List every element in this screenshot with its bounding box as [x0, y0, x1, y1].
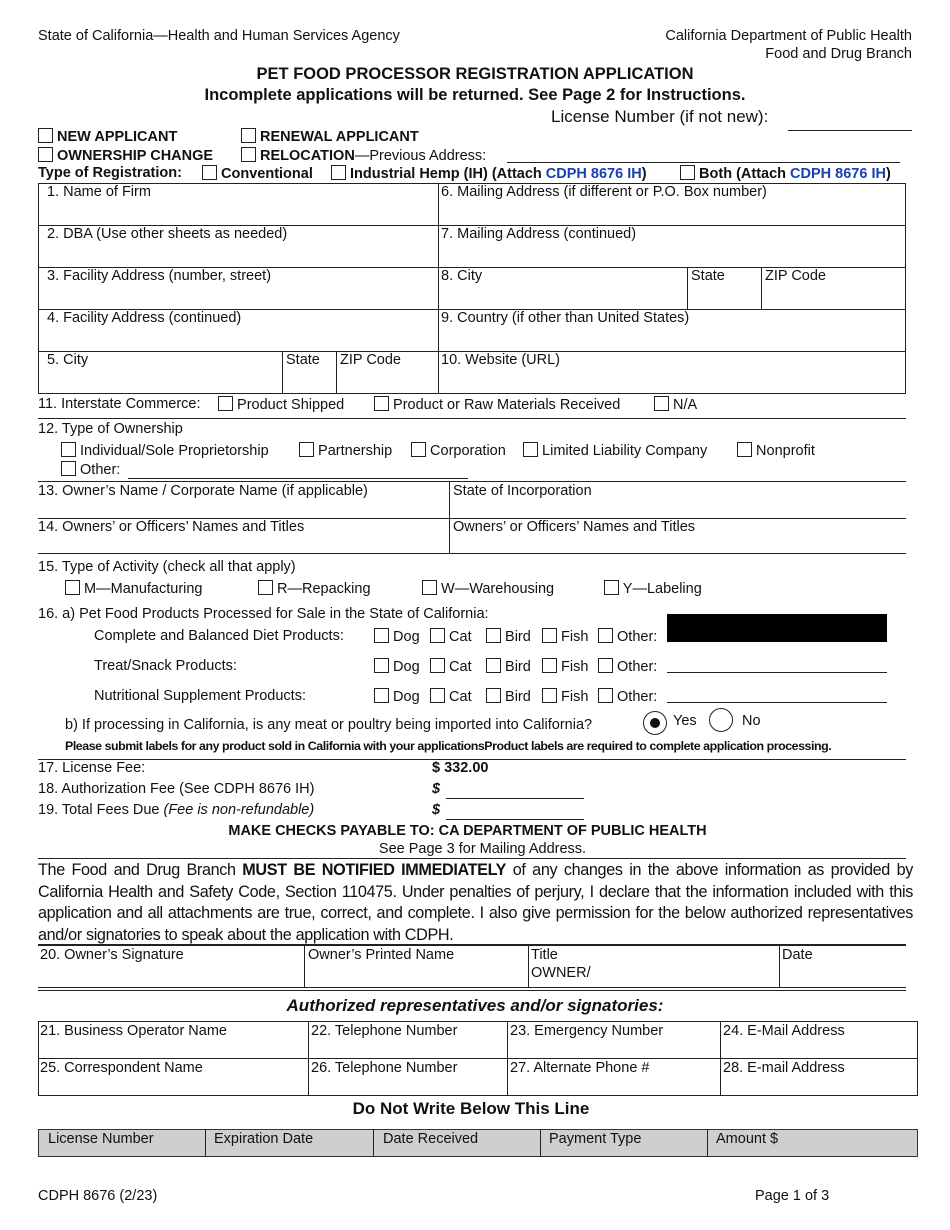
ownership-other-field[interactable] — [128, 478, 468, 479]
other-label: Other: — [617, 659, 658, 675]
form-title: PET FOOD PROCESSOR REGISTRATION APPLICATION — [256, 65, 694, 83]
product-received-option[interactable] — [374, 396, 620, 413]
conventional-checkbox[interactable] — [202, 165, 217, 180]
repacking-label: R—Repacking — [277, 581, 371, 597]
supplement-dog-checkbox[interactable] — [374, 688, 389, 703]
nonprofit-checkbox[interactable] — [737, 442, 752, 457]
partnership-checkbox[interactable] — [299, 442, 314, 457]
supplement-dog-option[interactable] — [374, 688, 420, 705]
treat-cat-option[interactable] — [430, 658, 472, 675]
treat-bird-option[interactable] — [486, 658, 531, 675]
renewal-applicant-checkbox[interactable] — [241, 128, 256, 143]
partnership-label: Partnership — [318, 443, 393, 459]
diet-cat-checkbox[interactable] — [430, 628, 445, 643]
facility-zip-field[interactable]: ZIP Code — [340, 352, 401, 368]
officers-names-field[interactable]: 14. Owners’ or Officers’ Names and Titles — [38, 519, 305, 535]
labeling-label: Y—Labeling — [622, 581, 702, 597]
warehousing-option[interactable] — [422, 580, 554, 597]
license-number-label: License Number (if not new): — [551, 107, 769, 126]
manufacturing-checkbox[interactable] — [65, 580, 80, 595]
office-expiration-date: Expiration Date — [214, 1131, 314, 1147]
cat-label: Cat — [449, 689, 472, 705]
total-fees-label: 19. Total Fees Due — [38, 802, 164, 818]
signature-date-field[interactable]: Date — [782, 947, 813, 963]
diet-bird-checkbox[interactable] — [486, 628, 501, 643]
website-field[interactable]: 10. Website (URL) — [441, 352, 560, 368]
supplement-cat-checkbox[interactable] — [430, 688, 445, 703]
manufacturing-option[interactable] — [65, 580, 203, 597]
commerce-na-label: N/A — [673, 397, 698, 413]
fish-label: Fish — [561, 689, 589, 705]
office-license-number: License Number — [48, 1131, 154, 1147]
title-field-value[interactable]: OWNER/ — [531, 965, 591, 981]
declaration-text — [38, 860, 913, 946]
conventional-option[interactable] — [202, 165, 313, 182]
dog-label: Dog — [393, 659, 420, 675]
diet-fish-option[interactable] — [542, 628, 588, 645]
diet-bird-option[interactable] — [486, 628, 531, 645]
ownership-other-checkbox[interactable] — [61, 461, 76, 476]
diet-other-option[interactable] — [598, 628, 657, 645]
agency-right-2: Food and Drug Branch — [765, 46, 912, 62]
ownership-change-checkbox[interactable] — [38, 147, 53, 162]
previous-address-label: —Previous Address: — [354, 148, 487, 164]
correspondent-email-field[interactable]: 28. E-mail Address — [723, 1060, 845, 1076]
declaration-bold: MUST BE NOTIFIED IMMEDIATELY — [242, 861, 507, 879]
ownership-other-option[interactable] — [61, 461, 120, 478]
supplement-other-option[interactable] — [598, 688, 657, 705]
title-label: Title — [531, 947, 558, 963]
authorization-fee-dollar: $ — [432, 781, 441, 797]
diet-cat-option[interactable] — [430, 628, 472, 645]
product-received-checkbox[interactable] — [374, 396, 389, 411]
new-applicant-option[interactable] — [38, 128, 177, 145]
business-operator-field[interactable]: 21. Business Operator Name — [40, 1023, 227, 1039]
operator-phone-field[interactable]: 22. Telephone Number — [311, 1023, 458, 1039]
total-fees-field[interactable] — [446, 819, 584, 820]
hemp-label: Industrial Hemp (IH) (Attach — [350, 166, 546, 182]
meat-import-no-radio[interactable] — [709, 708, 733, 732]
mailing-address-note: See Page 3 for Mailing Address. — [378, 841, 587, 857]
both-option[interactable] — [680, 165, 891, 182]
supplement-other-checkbox[interactable] — [598, 688, 613, 703]
agency-right-1: California Department of Public Health — [665, 28, 912, 44]
product-row-name: Complete and Balanced Diet Products: — [94, 628, 344, 644]
facility-state-field[interactable]: State — [286, 352, 320, 368]
product-shipped-label: Product Shipped — [237, 397, 345, 413]
repacking-checkbox[interactable] — [258, 580, 273, 595]
llc-checkbox[interactable] — [523, 442, 538, 457]
both-checkbox[interactable] — [680, 165, 695, 180]
license-fee-amount: $ 332.00 — [432, 760, 489, 776]
bird-label: Bird — [505, 689, 531, 705]
relocation-checkbox[interactable] — [241, 147, 256, 162]
dba-field[interactable]: 2. DBA (Use other sheets as needed) — [47, 226, 288, 242]
treat-cat-checkbox[interactable] — [430, 658, 445, 673]
registration-type-label: Type of Registration: — [38, 165, 182, 181]
treat-bird-checkbox[interactable] — [486, 658, 501, 673]
form-id: CDPH 8676 (2/23) — [38, 1188, 158, 1204]
ownership-other-label: Other: — [80, 462, 121, 478]
alternate-phone-field[interactable]: 27. Alternate Phone # — [510, 1060, 650, 1076]
bird-label: Bird — [505, 659, 531, 675]
both-label-close: ) — [885, 166, 891, 182]
agency-left: State of California—Health and Human Services Agency — [38, 28, 400, 44]
llc-option[interactable] — [523, 442, 707, 459]
meat-import-no-label: No — [742, 713, 761, 729]
supplement-bird-option[interactable] — [486, 688, 531, 705]
both-form-link[interactable]: CDPH 8676 IH — [790, 166, 886, 182]
renewal-applicant-option[interactable] — [241, 128, 419, 145]
diet-fish-checkbox[interactable] — [542, 628, 557, 643]
mailing-address-cont-field[interactable]: 7. Mailing Address (continued) — [441, 226, 637, 242]
renewal-applicant-label: RENEWAL APPLICANT — [260, 129, 419, 145]
correspondent-name-field[interactable]: 25. Correspondent Name — [40, 1060, 203, 1076]
new-applicant-label: NEW APPLICANT — [57, 129, 178, 145]
relocation-label: RELOCATION — [260, 148, 355, 164]
meat-import-yes-radio[interactable] — [643, 711, 667, 735]
license-number-field[interactable] — [788, 130, 912, 131]
authorization-fee-label: 18. Authorization Fee (See CDPH 8676 IH) — [38, 781, 315, 797]
diet-dog-option[interactable] — [374, 628, 420, 645]
treat-dog-checkbox[interactable] — [374, 658, 389, 673]
individual-option[interactable] — [61, 442, 269, 459]
operator-email-field[interactable]: 24. E-Mail Address — [723, 1023, 845, 1039]
authorized-reps-heading: Authorized representatives and/or signatories: — [286, 996, 664, 1015]
fish-label: Fish — [561, 629, 589, 645]
facility-address-cont-field[interactable]: 4. Facility Address (continued) — [47, 310, 242, 326]
llc-label: Limited Liability Company — [542, 443, 708, 459]
owner-signature-field[interactable]: 20. Owner’s Signature — [40, 947, 184, 963]
ownership-type-label: 12. Type of Ownership — [38, 421, 183, 437]
officers-names-field-2[interactable]: Owners’ or Officers’ Names and Titles — [453, 519, 696, 535]
ownership-change-label: OWNERSHIP CHANGE — [57, 148, 214, 164]
commerce-na-checkbox[interactable] — [654, 396, 669, 411]
supplement-bird-checkbox[interactable] — [486, 688, 501, 703]
page-number: Page 1 of 3 — [755, 1188, 830, 1204]
supplement-other-field[interactable] — [667, 702, 887, 703]
partnership-option[interactable] — [299, 442, 392, 459]
office-date-received: Date Received — [383, 1131, 479, 1147]
meat-import-question: b) If processing in California, is any meat or poultry being imported into California? — [65, 717, 593, 733]
other-label: Other: — [617, 689, 658, 705]
supplement-fish-option[interactable] — [542, 688, 588, 705]
products-label: 16. a) Pet Food Products Processed for Sale in the State of California: — [38, 606, 489, 622]
treat-fish-option[interactable] — [542, 658, 588, 675]
activity-type-label: 15. Type of Activity (check all that apply) — [38, 559, 296, 575]
emergency-number-field[interactable]: 23. Emergency Number — [510, 1023, 664, 1039]
hemp-label-close: ) — [641, 166, 647, 182]
cat-label: Cat — [449, 659, 472, 675]
total-fees-row — [38, 802, 314, 818]
total-fees-note: (Fee is non-refundable) — [163, 802, 315, 818]
owner-printed-name-field[interactable]: Owner’s Printed Name — [308, 947, 455, 963]
warehousing-label: W—Warehousing — [441, 581, 555, 597]
registration-type-row — [38, 165, 182, 181]
product-row-name: Treat/Snack Products: — [94, 658, 237, 674]
correspondent-phone-field[interactable]: 26. Telephone Number — [311, 1060, 458, 1076]
declaration-post: of any changes in the above information as provided by California Health and Safety Code, Section 110475. Under penalties of perjury, I declare that the information included with this application and all attachments are true, correct, and complete. I also give permission for the below authorized representatives and/or signatories to speak about the application with CDPH. — [38, 861, 913, 944]
checks-payable: MAKE CHECKS PAYABLE TO: CA DEPARTMENT OF PUBLIC HEALTH — [228, 823, 707, 839]
ownership-change-option[interactable] — [38, 147, 213, 164]
cat-label: Cat — [449, 629, 472, 645]
hemp-checkbox[interactable] — [331, 165, 346, 180]
labels-notice: Please submit labels for any product sold in California with your applicationsProduct labels are required to complete application processing. — [65, 739, 832, 753]
firm-name-field[interactable]: 1. Name of Firm — [47, 184, 151, 200]
bird-label: Bird — [505, 629, 531, 645]
product-row-name: Nutritional Supplement Products: — [94, 688, 306, 704]
corporation-option[interactable] — [411, 442, 506, 459]
facility-address-field[interactable]: 3. Facility Address (number, street) — [47, 268, 272, 284]
product-received-label: Product or Raw Materials Received — [393, 397, 621, 413]
corporation-checkbox[interactable] — [411, 442, 426, 457]
individual-checkbox[interactable] — [61, 442, 76, 457]
total-fees-dollar: $ — [432, 802, 441, 818]
fish-label: Fish — [561, 659, 589, 675]
hemp-option[interactable] — [331, 165, 647, 182]
treat-fish-checkbox[interactable] — [542, 658, 557, 673]
interstate-commerce-row — [38, 396, 201, 412]
corporation-label: Corporation — [430, 443, 506, 459]
nonprofit-option[interactable] — [737, 442, 815, 459]
supplement-cat-option[interactable] — [430, 688, 472, 705]
product-shipped-option[interactable] — [218, 396, 344, 413]
commerce-na-option[interactable] — [654, 396, 697, 413]
individual-label: Individual/Sole Proprietorship — [80, 443, 269, 459]
new-applicant-checkbox[interactable] — [38, 128, 53, 143]
declaration-pre: The Food and Drug Branch — [38, 861, 243, 879]
mailing-zip-field[interactable]: ZIP Code — [765, 268, 826, 284]
interstate-commerce-label: 11. Interstate Commerce: — [38, 396, 201, 412]
mailing-state-field[interactable]: State — [691, 268, 725, 284]
warehousing-checkbox[interactable] — [422, 580, 437, 595]
relocation-option[interactable] — [241, 147, 486, 164]
office-amount: Amount $ — [716, 1131, 779, 1147]
labeling-checkbox[interactable] — [604, 580, 619, 595]
mailing-city-field[interactable]: 8. City — [441, 268, 483, 284]
treat-other-field[interactable] — [667, 672, 887, 673]
nonprofit-label: Nonprofit — [756, 443, 815, 459]
repacking-option[interactable] — [258, 580, 371, 597]
treat-other-checkbox[interactable] — [598, 658, 613, 673]
treat-other-option[interactable] — [598, 658, 657, 675]
product-shipped-checkbox[interactable] — [218, 396, 233, 411]
labeling-option[interactable] — [604, 580, 702, 597]
diet-other-field-redacted[interactable] — [667, 614, 887, 642]
authorization-fee-field[interactable] — [446, 798, 584, 799]
diet-other-checkbox[interactable] — [598, 628, 613, 643]
previous-address-field[interactable] — [507, 162, 900, 163]
do-not-write-heading: Do Not Write Below This Line — [352, 1099, 590, 1118]
dog-label: Dog — [393, 629, 420, 645]
mailing-address-field[interactable]: 6. Mailing Address (if different or P.O. Box number) — [441, 184, 767, 200]
diet-dog-checkbox[interactable] — [374, 628, 389, 643]
hemp-form-link[interactable]: CDPH 8676 IH — [545, 166, 642, 182]
office-payment-type: Payment Type — [549, 1131, 642, 1147]
conventional-label: Conventional — [221, 166, 313, 182]
supplement-fish-checkbox[interactable] — [542, 688, 557, 703]
both-label: Both (Attach — [699, 166, 791, 182]
treat-dog-option[interactable] — [374, 658, 420, 675]
dog-label: Dog — [393, 689, 420, 705]
other-label: Other: — [617, 629, 658, 645]
incorporation-state-field[interactable]: State of Incorporation — [453, 483, 592, 499]
license-fee-label: 17. License Fee: — [38, 760, 146, 776]
meat-import-yes-label: Yes — [673, 713, 697, 729]
owner-name-field[interactable]: 13. Owner’s Name / Corporate Name (if applicable) — [38, 483, 368, 499]
form-subtitle: Incomplete applications will be returned. See Page 2 for Instructions. — [204, 86, 746, 104]
facility-city-field[interactable]: 5. City — [47, 352, 89, 368]
country-field[interactable]: 9. Country (if other than United States) — [441, 310, 690, 326]
manufacturing-label: M—Manufacturing — [84, 581, 203, 597]
